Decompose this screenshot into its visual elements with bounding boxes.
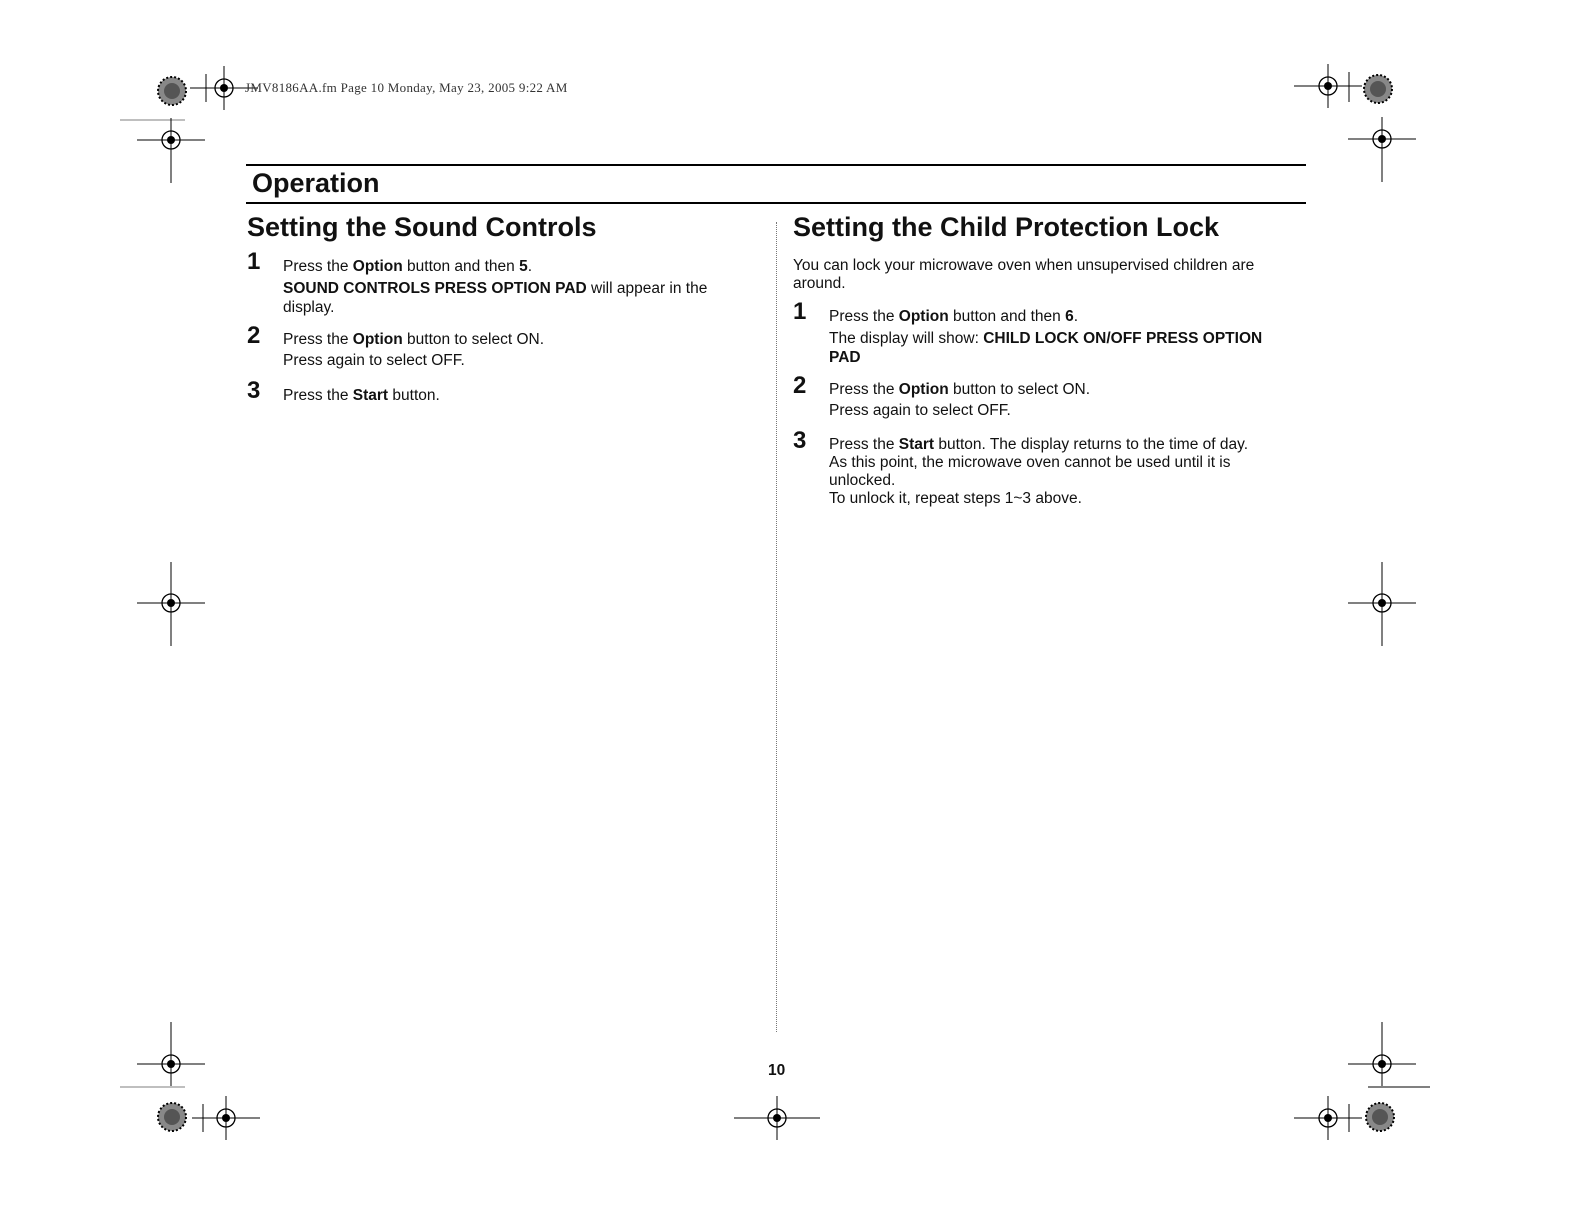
registration-burst-icon <box>1366 1103 1394 1131</box>
step-number: 2 <box>247 322 261 349</box>
child-lock-heading: Setting the Child Protection Lock <box>793 212 1220 242</box>
top-rule <box>246 164 1306 166</box>
sound-controls-section <box>247 212 747 419</box>
column-divider <box>776 222 777 1032</box>
step-line: Press again to select OFF. <box>829 402 1011 419</box>
step-line: SOUND CONTROLS PRESS OPTION PAD will appear in the display. <box>283 280 708 316</box>
registration-crosshair-icon <box>192 1096 260 1140</box>
section-title: Operation <box>252 168 380 198</box>
lock-step-1 <box>793 298 1293 367</box>
sound-step-3 <box>247 377 747 405</box>
step-number: 3 <box>247 377 261 404</box>
step-number: 2 <box>793 372 807 399</box>
step-line: As this point, the microwave oven cannot be used until it is unlocked. <box>829 454 1231 489</box>
step-number: 1 <box>793 298 807 325</box>
page-number: 10 <box>768 1062 786 1079</box>
step-line: Press the Option button and then 6. <box>829 308 1079 325</box>
step-number: 1 <box>247 248 261 275</box>
lock-step-2 <box>793 372 1293 420</box>
file-info-header: JMV8186AA.fm Page 10 Monday, May 23, 2005 9:22 AM <box>245 80 568 95</box>
step-line: Press the Option button and then 5. <box>283 258 533 275</box>
step-line: Press the Option button to select ON. <box>829 381 1091 398</box>
step-number: 3 <box>793 427 807 454</box>
step-line: Press the Start button. <box>283 387 440 404</box>
registration-burst-icon <box>158 77 186 105</box>
step-line: Press again to select OFF. <box>283 352 465 369</box>
child-lock-intro: You can lock your microwave oven when unsupervised children are around. <box>793 257 1255 292</box>
sound-step-2 <box>247 322 747 370</box>
child-lock-section <box>793 212 1293 522</box>
lock-step-3 <box>793 427 1293 508</box>
step-line: Press the Start button. The display returns to the time of day. <box>829 436 1249 453</box>
step-line: Press the Option button to select ON. <box>283 331 545 348</box>
registration-burst-icon <box>1364 75 1392 103</box>
step-line: To unlock it, repeat steps 1~3 above. <box>829 490 1082 507</box>
sound-step-1 <box>247 248 747 317</box>
registration-burst-icon <box>158 1103 186 1131</box>
step-line: The display will show: CHILD LOCK ON/OFF PRESS OPTION PAD <box>829 330 1263 366</box>
registration-crosshair-icon <box>1294 64 1362 108</box>
registration-crosshair-icon <box>1294 1096 1362 1140</box>
section-rule <box>246 202 1306 204</box>
sound-controls-heading: Setting the Sound Controls <box>247 212 597 242</box>
